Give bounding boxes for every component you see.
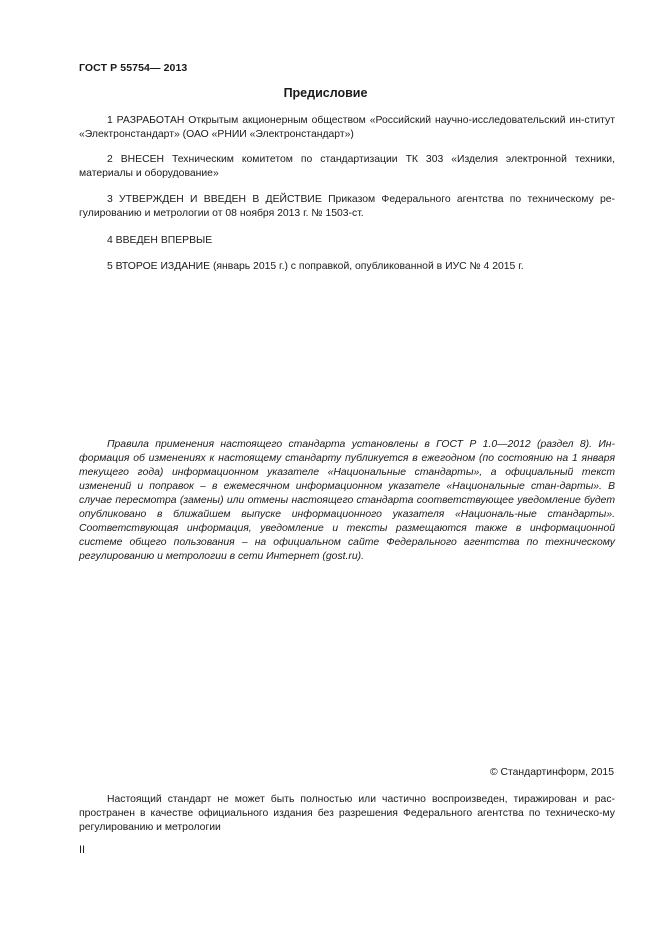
foreword-item-text: 1 РАЗРАБОТАН Открытым акционерным обществом «Российский научно-исследовательский ин-ститут «Электронстандарт» (ОАО «РНИИ «Электронстандарт») xyxy=(79,115,615,140)
foreword-item-text: 5 ВТОРОЕ ИЗДАНИЕ (январь 2015 г.) с поправкой, опубликованной в ИУС № 4 2015 г. xyxy=(107,261,524,272)
reproduction-notice-text: Настоящий стандарт не может быть полностью или частично воспроизведен, тиражирован и рас-пространен в качестве официального издания без разрешения Федерального агентства по техническо-му регулированию и метрологии xyxy=(79,794,615,833)
foreword-item-4 xyxy=(79,234,615,248)
document-header: ГОСТ Р 55754— 2013 xyxy=(79,62,188,74)
rules-notice-text: Правила применения настоящего стандарта установлены в ГОСТ Р 1.0—2012 (раздел 8). Ин-формация об изменениях к настоящему стандарту публикуется в ежегодном (по состоянию на 1 января текущего года) информационном указателе «Национальные стандарты», а официальный текст изменений и поправок – в ежемесячном информационном указателе «Национальные стан-дарты». В случае пересмотра (замены) или отмены настоящего стандарта соответствующее уведомление будет опубликовано в ближайшем выпуске информационного указателя «Националь-ные стандарты». Соответствующая информация, уведомление и тексты размещаются также в информационной системе общего пользования – на официальном сайте Федерального агентства по техническому регулированию и метрологии в сети Интернет (gost.ru). xyxy=(79,439,615,562)
foreword-item-1 xyxy=(79,114,615,142)
page-title-text: Предисловие xyxy=(283,86,368,100)
page-title xyxy=(0,86,661,100)
foreword-item-3 xyxy=(79,193,615,221)
foreword-item-text: 2 ВНЕСЕН Техническим комитетом по стандартизации ТК 303 «Изделия электронной техники, материалы и оборудование» xyxy=(79,154,615,179)
reproduction-notice xyxy=(79,793,615,835)
foreword-item-2 xyxy=(79,153,615,181)
foreword-item-text: 4 ВВЕДЕН ВПЕРВЫЕ xyxy=(107,235,213,246)
copyright-line: © Стандартинформ, 2015 xyxy=(489,767,614,778)
foreword-item-text: 3 УТВЕРЖДЕН И ВВЕДЕН В ДЕЙСТВИЕ Приказом Федерального агентства по техническому ре-гулированию и метрологии от 08 ноября 2013 г. № 1503-ст. xyxy=(79,194,615,219)
foreword-item-5 xyxy=(79,260,615,274)
rules-notice xyxy=(79,438,615,564)
page-number: II xyxy=(79,844,86,856)
